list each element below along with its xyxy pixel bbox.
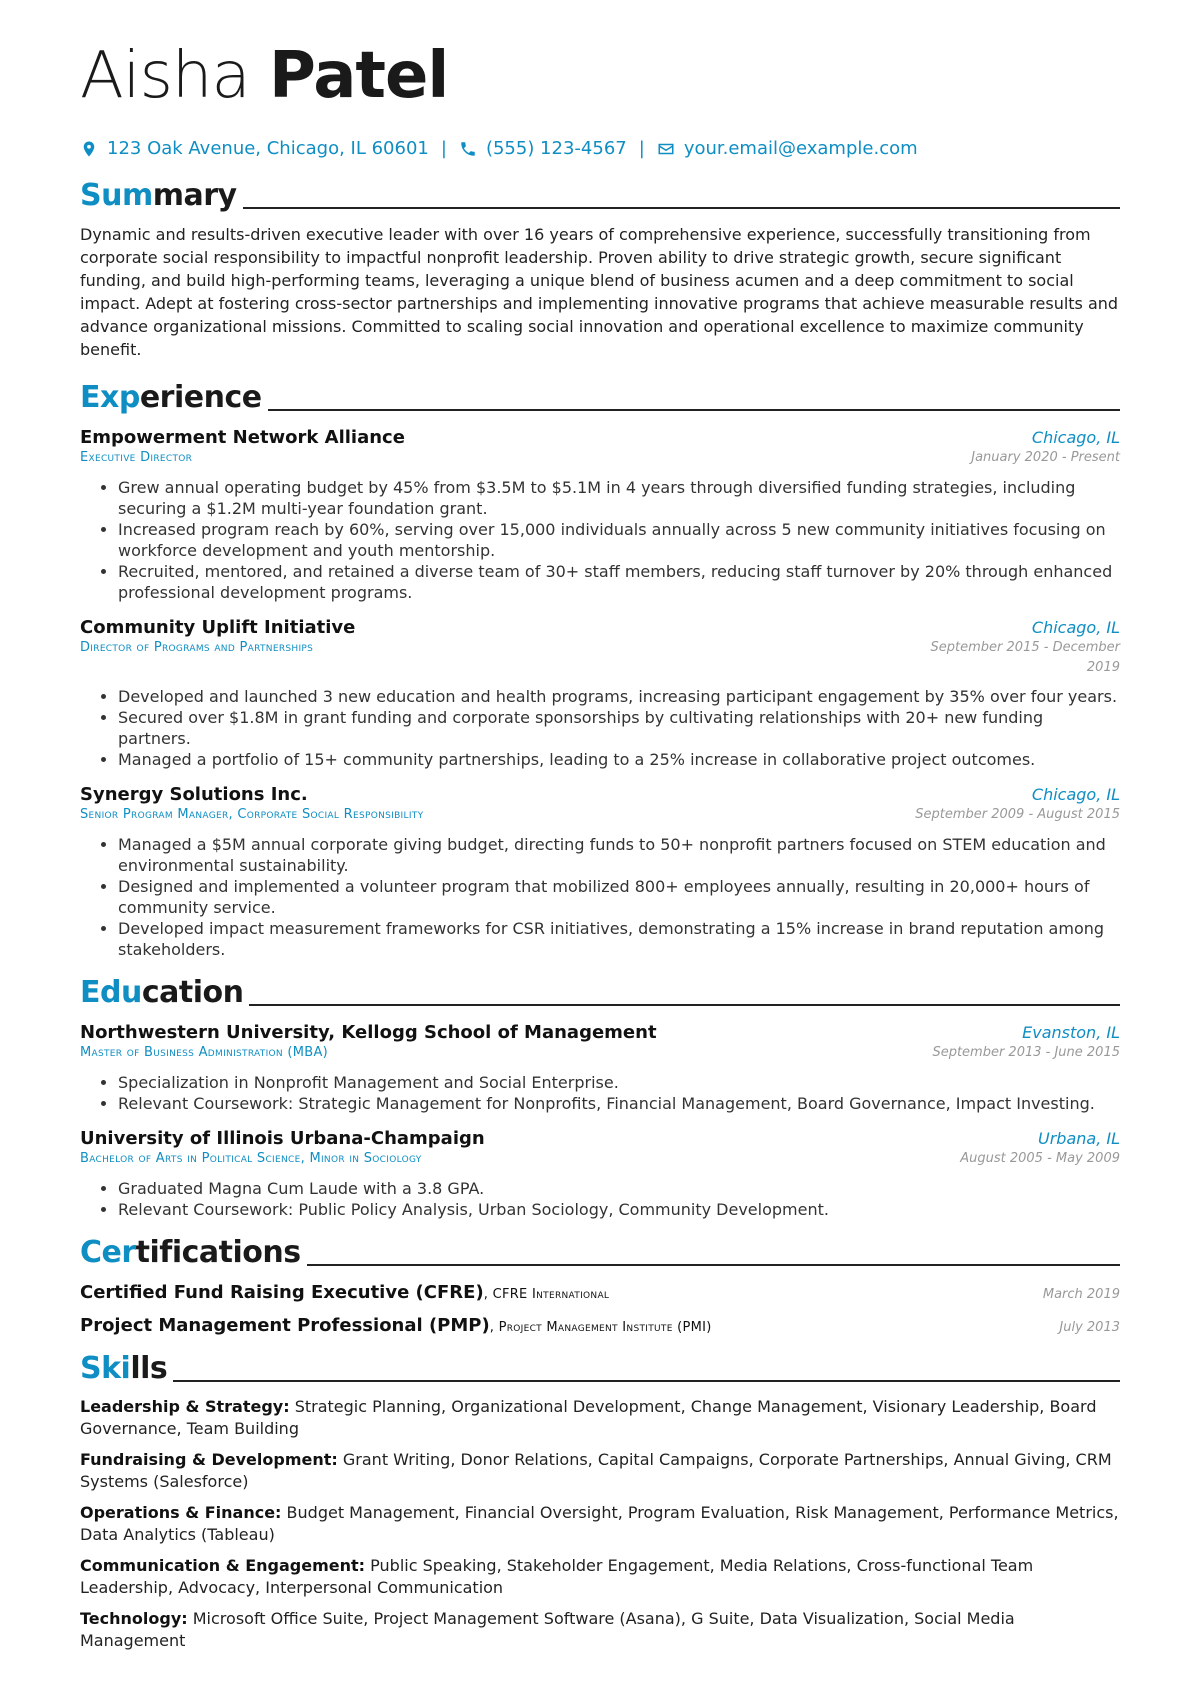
date-range: September 2009 - August 2015	[915, 807, 1120, 822]
bullet-item: • Developed impact measurement frameworks for CSR initiatives, demonstrating a 15% increase in brand reputation among stakeholders.	[118, 918, 1120, 960]
certification-issuer: Project Management Institute (PMI)	[498, 1320, 712, 1335]
experience-entry	[80, 784, 1120, 960]
title-accent: Exp	[80, 380, 140, 415]
skill-values: Strategic Planning, Organizational Development, Change Management, Visionary Leadership, Board Governance, Team Building	[80, 1397, 1097, 1438]
section-rule	[307, 1264, 1120, 1266]
bullet-list	[80, 686, 1120, 770]
skill-line	[80, 1396, 1120, 1440]
skill-category: Operations & Finance:	[80, 1503, 282, 1522]
contact-bar	[80, 138, 1120, 159]
bullet-item: • Relevant Coursework: Strategic Management for Nonprofits, Financial Management, Board Governance, Impact Investing.	[118, 1093, 1120, 1114]
section-heading-certifications	[80, 1230, 1120, 1270]
degree: Master of Business Administration (MBA)	[80, 1045, 329, 1060]
skill-line	[80, 1608, 1120, 1652]
bullet-item: • Managed a portfolio of 15+ community partnerships, leading to a 25% increase in collaborative project outcomes.	[118, 749, 1120, 770]
experience-entry	[80, 427, 1120, 603]
section-heading-skills	[80, 1346, 1120, 1386]
bullet-item: • Designed and implemented a volunteer program that mobilized 800+ employees annually, resulting in 20,000+ hours of community service.	[118, 876, 1120, 918]
contact-email[interactable]	[657, 138, 918, 159]
bullet-item: • Specialization in Nonprofit Management and Social Enterprise.	[118, 1072, 1120, 1093]
title-rest: erience	[139, 380, 262, 415]
role-title: Executive Director	[80, 450, 193, 465]
skill-category: Leadership & Strategy:	[80, 1397, 290, 1416]
bullet-list	[80, 1178, 1120, 1220]
candidate-name	[80, 38, 1120, 114]
date-range: August 2005 - May 2009	[960, 1151, 1120, 1166]
section-rule	[268, 409, 1120, 411]
phone-text: (555) 123-4567	[485, 138, 627, 159]
organization: Synergy Solutions Inc.	[80, 784, 308, 805]
location: Chicago, IL	[1031, 428, 1120, 447]
title-accent: Edu	[80, 975, 142, 1010]
date-range: January 2020 - Present	[971, 450, 1120, 465]
section-title	[80, 179, 237, 213]
section-rule	[243, 207, 1120, 209]
first-name: Aisha	[80, 39, 250, 113]
section-title	[80, 381, 262, 415]
certification-issuer: CFRE International	[492, 1287, 610, 1302]
envelope-icon	[657, 140, 675, 158]
institution: University of Illinois Urbana-Champaign	[80, 1128, 485, 1149]
title-accent: Ski	[80, 1351, 131, 1386]
section-title	[80, 1236, 301, 1270]
role-title: Director of Programs and Partnerships	[80, 640, 314, 655]
title-rest: tifications	[135, 1235, 301, 1270]
bullet-item: • Relevant Coursework: Public Policy Analysis, Urban Sociology, Community Development.	[118, 1199, 1120, 1220]
bullet-list	[80, 834, 1120, 960]
address-text: 123 Oak Avenue, Chicago, IL 60601	[107, 138, 429, 159]
contact-phone[interactable]	[459, 138, 627, 159]
section-heading-experience	[80, 375, 1120, 415]
experience-entry	[80, 617, 1120, 770]
institution: Northwestern University, Kellogg School of Management	[80, 1022, 657, 1043]
education-entry	[80, 1022, 1120, 1114]
skill-line	[80, 1449, 1120, 1493]
title-rest: cation	[141, 975, 244, 1010]
skill-category: Communication & Engagement:	[80, 1556, 366, 1575]
degree: Bachelor of Arts in Political Science, Minor in Sociology	[80, 1151, 422, 1166]
section-heading-education	[80, 970, 1120, 1010]
bullet-item: • Increased program reach by 60%, serving over 15,000 individuals annually across 5 new community initiatives focusing on workforce development and youth mentorship.	[118, 519, 1120, 561]
date-range: September 2013 - June 2015	[932, 1045, 1120, 1060]
summary-text: Dynamic and results-driven executive leader with over 16 years of comprehensive experience, successfully transitioning from corporate social responsibility to impactful nonprofit leadership. Proven ability to drive strategic growth, secure significant funding, and build high-performing teams, leveraging a unique blend of business acumen and a deep commitment to social impact. Adept at fostering cross-sector partnerships and implementing innovative programs that achieve measurable results and advance organizational missions. Committed to scaling social innovation and operational excellence to maximize community benefit.	[80, 225, 1119, 359]
skill-line	[80, 1502, 1120, 1546]
skill-line	[80, 1555, 1120, 1599]
bullet-item: • Recruited, mentored, and retained a diverse team of 30+ staff members, reducing staff turnover by 20% through enhanced professional development programs.	[118, 561, 1120, 603]
certification-item: Project Management Professional (PMP), Project Management Institute (PMI) July 2013	[80, 1315, 1120, 1336]
location: Chicago, IL	[1031, 785, 1120, 804]
contact-separator: |	[440, 138, 447, 159]
certification-date: July 2013	[1059, 1320, 1120, 1335]
skill-category: Technology:	[80, 1609, 188, 1628]
skill-values: Microsoft Office Suite, Project Management Software (Asana), G Suite, Data Visualization, Social Media Management	[80, 1609, 1015, 1650]
skill-values: Budget Management, Financial Oversight, Program Evaluation, Risk Management, Performance Metrics, Data Analytics (Tableau)	[80, 1503, 1119, 1544]
section-rule	[173, 1380, 1120, 1382]
certification-date: March 2019	[1042, 1287, 1120, 1302]
skill-values: Grant Writing, Donor Relations, Capital Campaigns, Corporate Partnerships, Annual Giving, CRM Systems (Salesforce)	[80, 1450, 1112, 1491]
contact-address	[80, 138, 429, 159]
title-rest: lls	[130, 1351, 168, 1386]
phone-icon	[459, 140, 477, 158]
contact-separator: |	[638, 138, 645, 159]
bullet-item: • Grew annual operating budget by 45% from $3.5M to $5.1M in 4 years through diversified funding strategies, including securing a $1.2M multi-year foundation grant.	[118, 477, 1120, 519]
certification-name: Certified Fund Raising Executive (CFRE)	[80, 1282, 484, 1303]
skill-values: Public Speaking, Stakeholder Engagement, Media Relations, Cross-functional Team Leadership, Advocacy, Interpersonal Communication	[80, 1556, 1034, 1597]
section-title	[80, 1352, 167, 1386]
location: Chicago, IL	[1031, 618, 1120, 637]
bullet-item: • Graduated Magna Cum Laude with a 3.8 GPA.	[118, 1178, 1120, 1199]
organization: Empowerment Network Alliance	[80, 427, 405, 448]
certification-item: Certified Fund Raising Executive (CFRE), CFRE International March 2019	[80, 1282, 1120, 1303]
education-entry	[80, 1128, 1120, 1220]
email-text: your.email@example.com	[683, 138, 918, 159]
title-accent: Sum	[80, 178, 153, 213]
bullet-list	[80, 1072, 1120, 1114]
title-accent: Cer	[80, 1235, 136, 1270]
skill-category: Fundraising & Development:	[80, 1450, 338, 1469]
location: Evanston, IL	[1022, 1023, 1120, 1042]
bullet-item: • Managed a $5M annual corporate giving budget, directing funds to 50+ nonprofit partners focused on STEM education and environmental sustainability.	[118, 834, 1120, 876]
map-marker-icon	[80, 140, 98, 158]
title-rest: mary	[152, 178, 237, 213]
last-name: Patel	[269, 39, 449, 113]
date-range: September 2015 - December 2019	[930, 640, 1120, 675]
bullet-item: • Developed and launched 3 new education and health programs, increasing participant engagement by 35% over four years.	[118, 686, 1120, 707]
location: Urbana, IL	[1038, 1129, 1120, 1148]
certification-name: Project Management Professional (PMP)	[80, 1315, 490, 1336]
bullet-list	[80, 477, 1120, 603]
organization: Community Uplift Initiative	[80, 617, 356, 638]
section-rule	[249, 1004, 1120, 1006]
bullet-item: • Secured over $1.8M in grant funding and corporate sponsorships by cultivating relationships with 20+ new funding partners.	[118, 707, 1120, 749]
role-title: Senior Program Manager, Corporate Social Responsibility	[80, 807, 424, 822]
section-heading-summary	[80, 173, 1120, 213]
section-title	[80, 976, 243, 1010]
